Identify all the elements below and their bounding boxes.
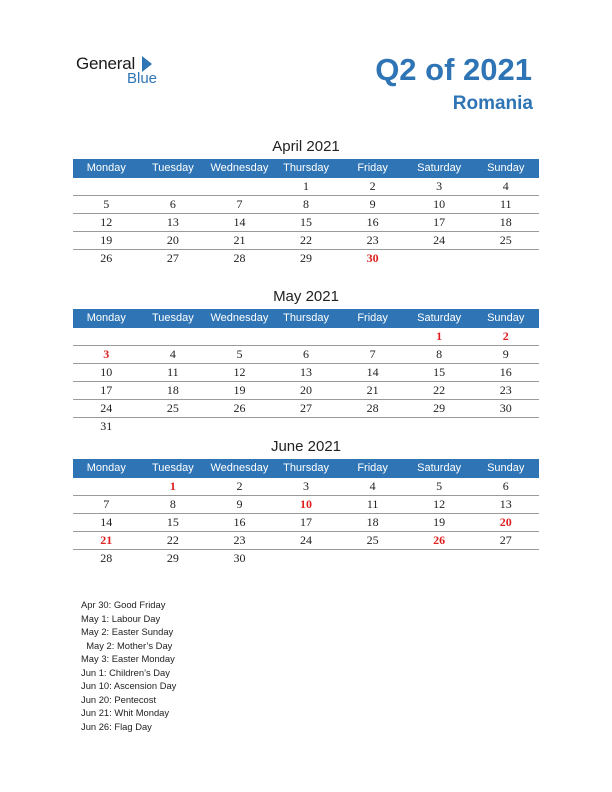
week-row <box>73 214 539 232</box>
day-cell: 16 <box>233 515 246 529</box>
day-cell <box>273 328 340 345</box>
day-cell: 8 <box>169 497 176 511</box>
weekday-label: Monday <box>86 312 126 324</box>
day-cell: 5 <box>236 347 243 361</box>
day-cell: 3 <box>436 179 443 193</box>
day-cell <box>73 328 140 345</box>
day-cell: 20 <box>499 515 512 529</box>
holiday-item: Jun 21: Whit Monday <box>81 707 170 718</box>
day-cell: 13 <box>166 215 179 229</box>
day-cell: 4 <box>502 179 509 193</box>
day-cell <box>406 250 473 267</box>
month-title: April 2021 <box>272 138 340 155</box>
day-cell: 19 <box>233 383 246 397</box>
weekday-label: Wednesday <box>210 312 269 324</box>
day-cell: 9 <box>502 347 509 361</box>
week-row <box>73 328 539 346</box>
weekday-label: Thursday <box>283 312 329 324</box>
day-cell: 2 <box>236 479 243 493</box>
day-cell <box>472 550 539 567</box>
week-row <box>73 478 539 496</box>
day-cell: 22 <box>166 533 179 547</box>
day-cell: 18 <box>166 383 179 397</box>
day-cell: 6 <box>502 479 509 493</box>
day-cell: 19 <box>100 233 113 247</box>
day-cell: 6 <box>303 347 310 361</box>
day-cell: 4 <box>369 479 376 493</box>
day-cell: 26 <box>233 401 246 415</box>
week-row <box>73 346 539 364</box>
day-cell: 27 <box>300 401 313 415</box>
weekday-label: Thursday <box>283 462 329 474</box>
day-cell: 22 <box>300 233 313 247</box>
holiday-item: May 1: Labour Day <box>81 612 161 624</box>
weekday-label: Tuesday <box>151 162 194 174</box>
day-cell: 15 <box>300 215 313 229</box>
day-cell <box>472 250 539 267</box>
week-row <box>73 196 539 214</box>
holiday-item: Jun 1: Children’s Day <box>81 666 170 678</box>
week-row <box>73 178 539 196</box>
day-cell: 10 <box>300 497 313 511</box>
day-cell: 21 <box>233 233 246 247</box>
weekday-label: Saturday <box>417 462 462 474</box>
day-cell: 29 <box>300 251 313 265</box>
day-cell: 21 <box>100 533 113 547</box>
month-april <box>73 137 539 267</box>
day-cell <box>140 328 207 345</box>
weekday-label: Thursday <box>283 162 329 174</box>
day-cell: 4 <box>169 347 176 361</box>
day-cell: 27 <box>499 533 512 547</box>
weekday-label: Monday <box>86 462 126 474</box>
day-cell: 23 <box>233 533 246 547</box>
day-cell: 31 <box>100 419 113 433</box>
week-row <box>73 496 539 514</box>
weekday-label: Sunday <box>487 462 525 474</box>
day-cell: 26 <box>433 533 446 547</box>
week-row <box>73 400 539 418</box>
day-cell <box>339 418 406 435</box>
day-cell: 13 <box>499 497 512 511</box>
day-cell: 20 <box>166 233 179 247</box>
day-cell: 12 <box>433 497 446 511</box>
week-row <box>73 418 539 435</box>
day-cell: 18 <box>499 215 512 229</box>
weekday-header <box>73 309 539 328</box>
day-cell: 2 <box>502 329 509 343</box>
week-row <box>73 364 539 382</box>
day-cell <box>73 178 140 195</box>
day-cell: 23 <box>499 383 512 397</box>
day-cell: 28 <box>233 251 246 265</box>
day-cell: 17 <box>433 215 446 229</box>
logo-general-text: General <box>76 54 136 73</box>
week-row <box>73 382 539 400</box>
day-cell: 7 <box>103 497 110 511</box>
country-name: Romania <box>452 93 533 114</box>
day-cell: 10 <box>100 365 113 379</box>
day-cell: 25 <box>166 401 179 415</box>
weekday-label: Saturday <box>417 162 462 174</box>
day-cell: 30 <box>366 251 379 265</box>
holiday-item: Jun 10: Ascension Day <box>81 680 177 691</box>
weekday-label: Tuesday <box>151 312 194 324</box>
day-cell: 16 <box>366 215 379 229</box>
day-cell: 25 <box>499 233 512 247</box>
day-cell: 1 <box>303 179 310 193</box>
day-cell: 15 <box>433 365 446 379</box>
logo <box>76 52 176 88</box>
day-cell: 8 <box>303 197 310 211</box>
day-cell <box>206 178 273 195</box>
day-cell: 14 <box>100 515 113 529</box>
holiday-item: Jun 20: Pentecost <box>81 693 157 705</box>
day-cell: 23 <box>366 233 379 247</box>
week-row <box>73 232 539 250</box>
month-title: June 2021 <box>270 438 342 455</box>
day-cell: 5 <box>436 479 443 493</box>
day-cell: 14 <box>233 215 246 229</box>
day-cell <box>339 328 406 345</box>
day-cell: 18 <box>366 515 379 529</box>
day-cell: 24 <box>100 401 113 415</box>
day-cell <box>406 418 473 435</box>
day-cell <box>273 550 340 567</box>
day-cell: 7 <box>236 197 243 211</box>
day-cell: 21 <box>366 383 379 397</box>
day-cell: 19 <box>433 515 446 529</box>
day-cell: 27 <box>166 251 179 265</box>
day-cell: 6 <box>169 197 176 211</box>
weekday-header <box>73 159 539 178</box>
month-title: May 2021 <box>273 288 339 305</box>
weekday-label: Wednesday <box>210 462 269 474</box>
weekday-label: Wednesday <box>210 162 269 174</box>
day-cell: 29 <box>433 401 446 415</box>
day-cell: 24 <box>300 533 313 547</box>
day-cell <box>206 328 273 345</box>
weekday-label: Friday <box>357 312 388 324</box>
day-cell: 5 <box>103 197 110 211</box>
day-cell: 28 <box>100 551 113 565</box>
day-cell <box>206 418 273 435</box>
day-cell: 17 <box>100 383 113 397</box>
weekday-label: Saturday <box>417 312 462 324</box>
page-title: Q2 of 2021 <box>375 52 532 87</box>
holiday-item: May 2: Easter Sunday <box>81 626 174 637</box>
day-cell: 12 <box>100 215 113 229</box>
day-cell: 8 <box>436 347 443 361</box>
day-cell: 11 <box>366 497 379 511</box>
day-cell: 30 <box>499 401 512 415</box>
day-cell <box>73 478 140 495</box>
day-cell: 30 <box>233 551 246 565</box>
day-cell: 20 <box>300 383 313 397</box>
day-cell: 3 <box>103 347 110 361</box>
week-row <box>73 514 539 532</box>
weekday-label: Sunday <box>487 162 525 174</box>
day-cell: 11 <box>499 197 512 211</box>
week-row <box>73 250 539 267</box>
day-cell <box>140 178 207 195</box>
weekday-label: Friday <box>357 462 388 474</box>
day-cell: 15 <box>166 515 179 529</box>
day-cell: 9 <box>369 197 376 211</box>
day-cell: 1 <box>436 329 443 343</box>
weekday-header <box>73 459 539 478</box>
day-cell <box>339 550 406 567</box>
day-cell: 16 <box>499 365 512 379</box>
weekday-label: Tuesday <box>151 462 194 474</box>
day-cell: 11 <box>167 365 179 379</box>
month-june <box>73 437 539 567</box>
day-cell <box>140 418 207 435</box>
holiday-list <box>81 598 176 733</box>
day-cell: 1 <box>169 479 176 493</box>
day-cell: 7 <box>369 347 376 361</box>
day-cell: 25 <box>366 533 379 547</box>
day-cell: 26 <box>100 251 113 265</box>
day-cell <box>406 550 473 567</box>
day-cell: 13 <box>300 365 313 379</box>
day-cell: 12 <box>233 365 246 379</box>
holiday-item: May 3: Easter Monday <box>81 653 175 664</box>
holiday-item: Apr 30: Good Friday <box>81 599 166 610</box>
day-cell: 29 <box>166 551 179 565</box>
weekday-label: Friday <box>357 162 388 174</box>
day-cell: 2 <box>369 179 376 193</box>
weekday-label: Monday <box>86 162 126 174</box>
day-cell: 22 <box>433 383 446 397</box>
day-cell: 28 <box>366 401 379 415</box>
day-cell: 9 <box>236 497 243 511</box>
week-row <box>73 550 539 567</box>
month-may <box>73 287 539 435</box>
day-cell: 14 <box>366 365 379 379</box>
week-row <box>73 532 539 550</box>
day-cell: 10 <box>433 197 446 211</box>
day-cell <box>273 418 340 435</box>
holiday-item: Jun 26: Flag Day <box>81 720 152 732</box>
logo-blue-text: Blue <box>127 70 158 87</box>
day-cell: 3 <box>303 479 310 493</box>
day-cell: 17 <box>300 515 313 529</box>
holiday-item: May 2: Mother’s Day <box>81 639 173 651</box>
weekday-label: Sunday <box>487 312 525 324</box>
day-cell: 24 <box>433 233 446 247</box>
day-cell <box>472 418 539 435</box>
